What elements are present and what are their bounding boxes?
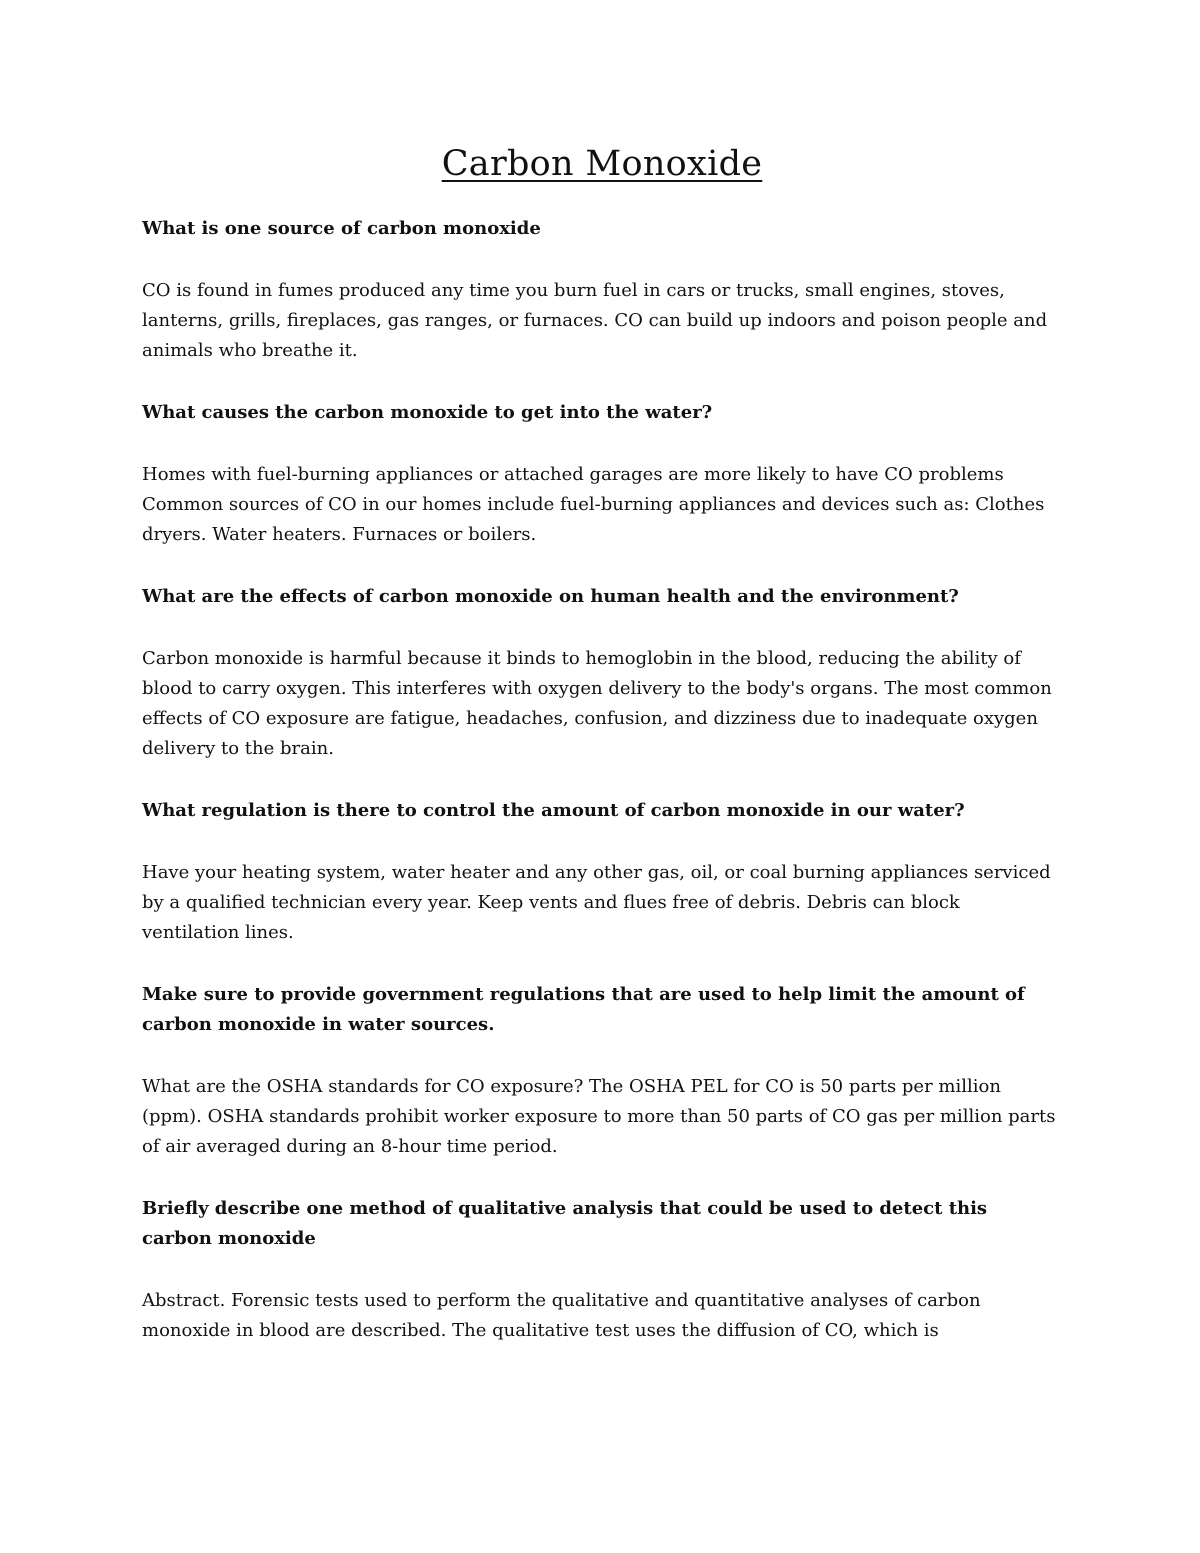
question-4: What regulation is there to control the amount of carbon monoxide in our water? [142, 800, 965, 821]
document-title: Carbon Monoxide [441, 144, 763, 184]
question-1: What is one source of carbon monoxide [142, 218, 541, 239]
answer-5: What are the OSHA standards for CO exposure? The OSHA PEL for CO is 50 parts per million (ppm). OSHA standards prohibit worker exposure to more than 50 parts of CO gas per million parts of air averaged during an 8-hour time period. [142, 1076, 1056, 1157]
question-2: What causes the carbon monoxide to get into the water? [142, 402, 713, 423]
answer-1: CO is found in fumes produced any time you burn fuel in cars or trucks, small engines, stoves, lanterns, grills, fireplaces, gas ranges, or furnaces. CO can build up indoors and poison people and animals who breathe it. [142, 280, 1048, 361]
answer-2: Homes with fuel-burning appliances or attached garages are more likely to have CO problems Common sources of CO in our homes include fuel-burning appliances and devices such as: Clothes dryers. Water heaters. Furnaces or boilers. [142, 464, 1045, 545]
question-5: Make sure to provide government regulations that are used to help limit the amount of carbon monoxide in water sources. [142, 984, 1025, 1035]
document-page [142, 140, 1062, 1378]
question-6: Briefly describe one method of qualitative analysis that could be used to detect this carbon monoxide [142, 1198, 988, 1249]
answer-6: Abstract. Forensic tests used to perform the qualitative and quantitative analyses of carbon monoxide in blood are described. The qualitative test uses the diffusion of CO, which is [142, 1290, 981, 1341]
answer-4: Have your heating system, water heater and any other gas, oil, or coal burning appliances serviced by a qualified technician every year. Keep vents and flues free of debris. Debris can block ventilation lines. [142, 862, 1051, 943]
question-3: What are the effects of carbon monoxide on human health and the environment? [142, 586, 959, 607]
answer-3: Carbon monoxide is harmful because it binds to hemoglobin in the blood, reducing the ability of blood to carry oxygen. This interferes with oxygen delivery to the body's organs. The most common effects of CO exposure are fatigue, headaches, confusion, and dizziness due to inadequate oxygen delivery to the brain. [142, 648, 1052, 759]
